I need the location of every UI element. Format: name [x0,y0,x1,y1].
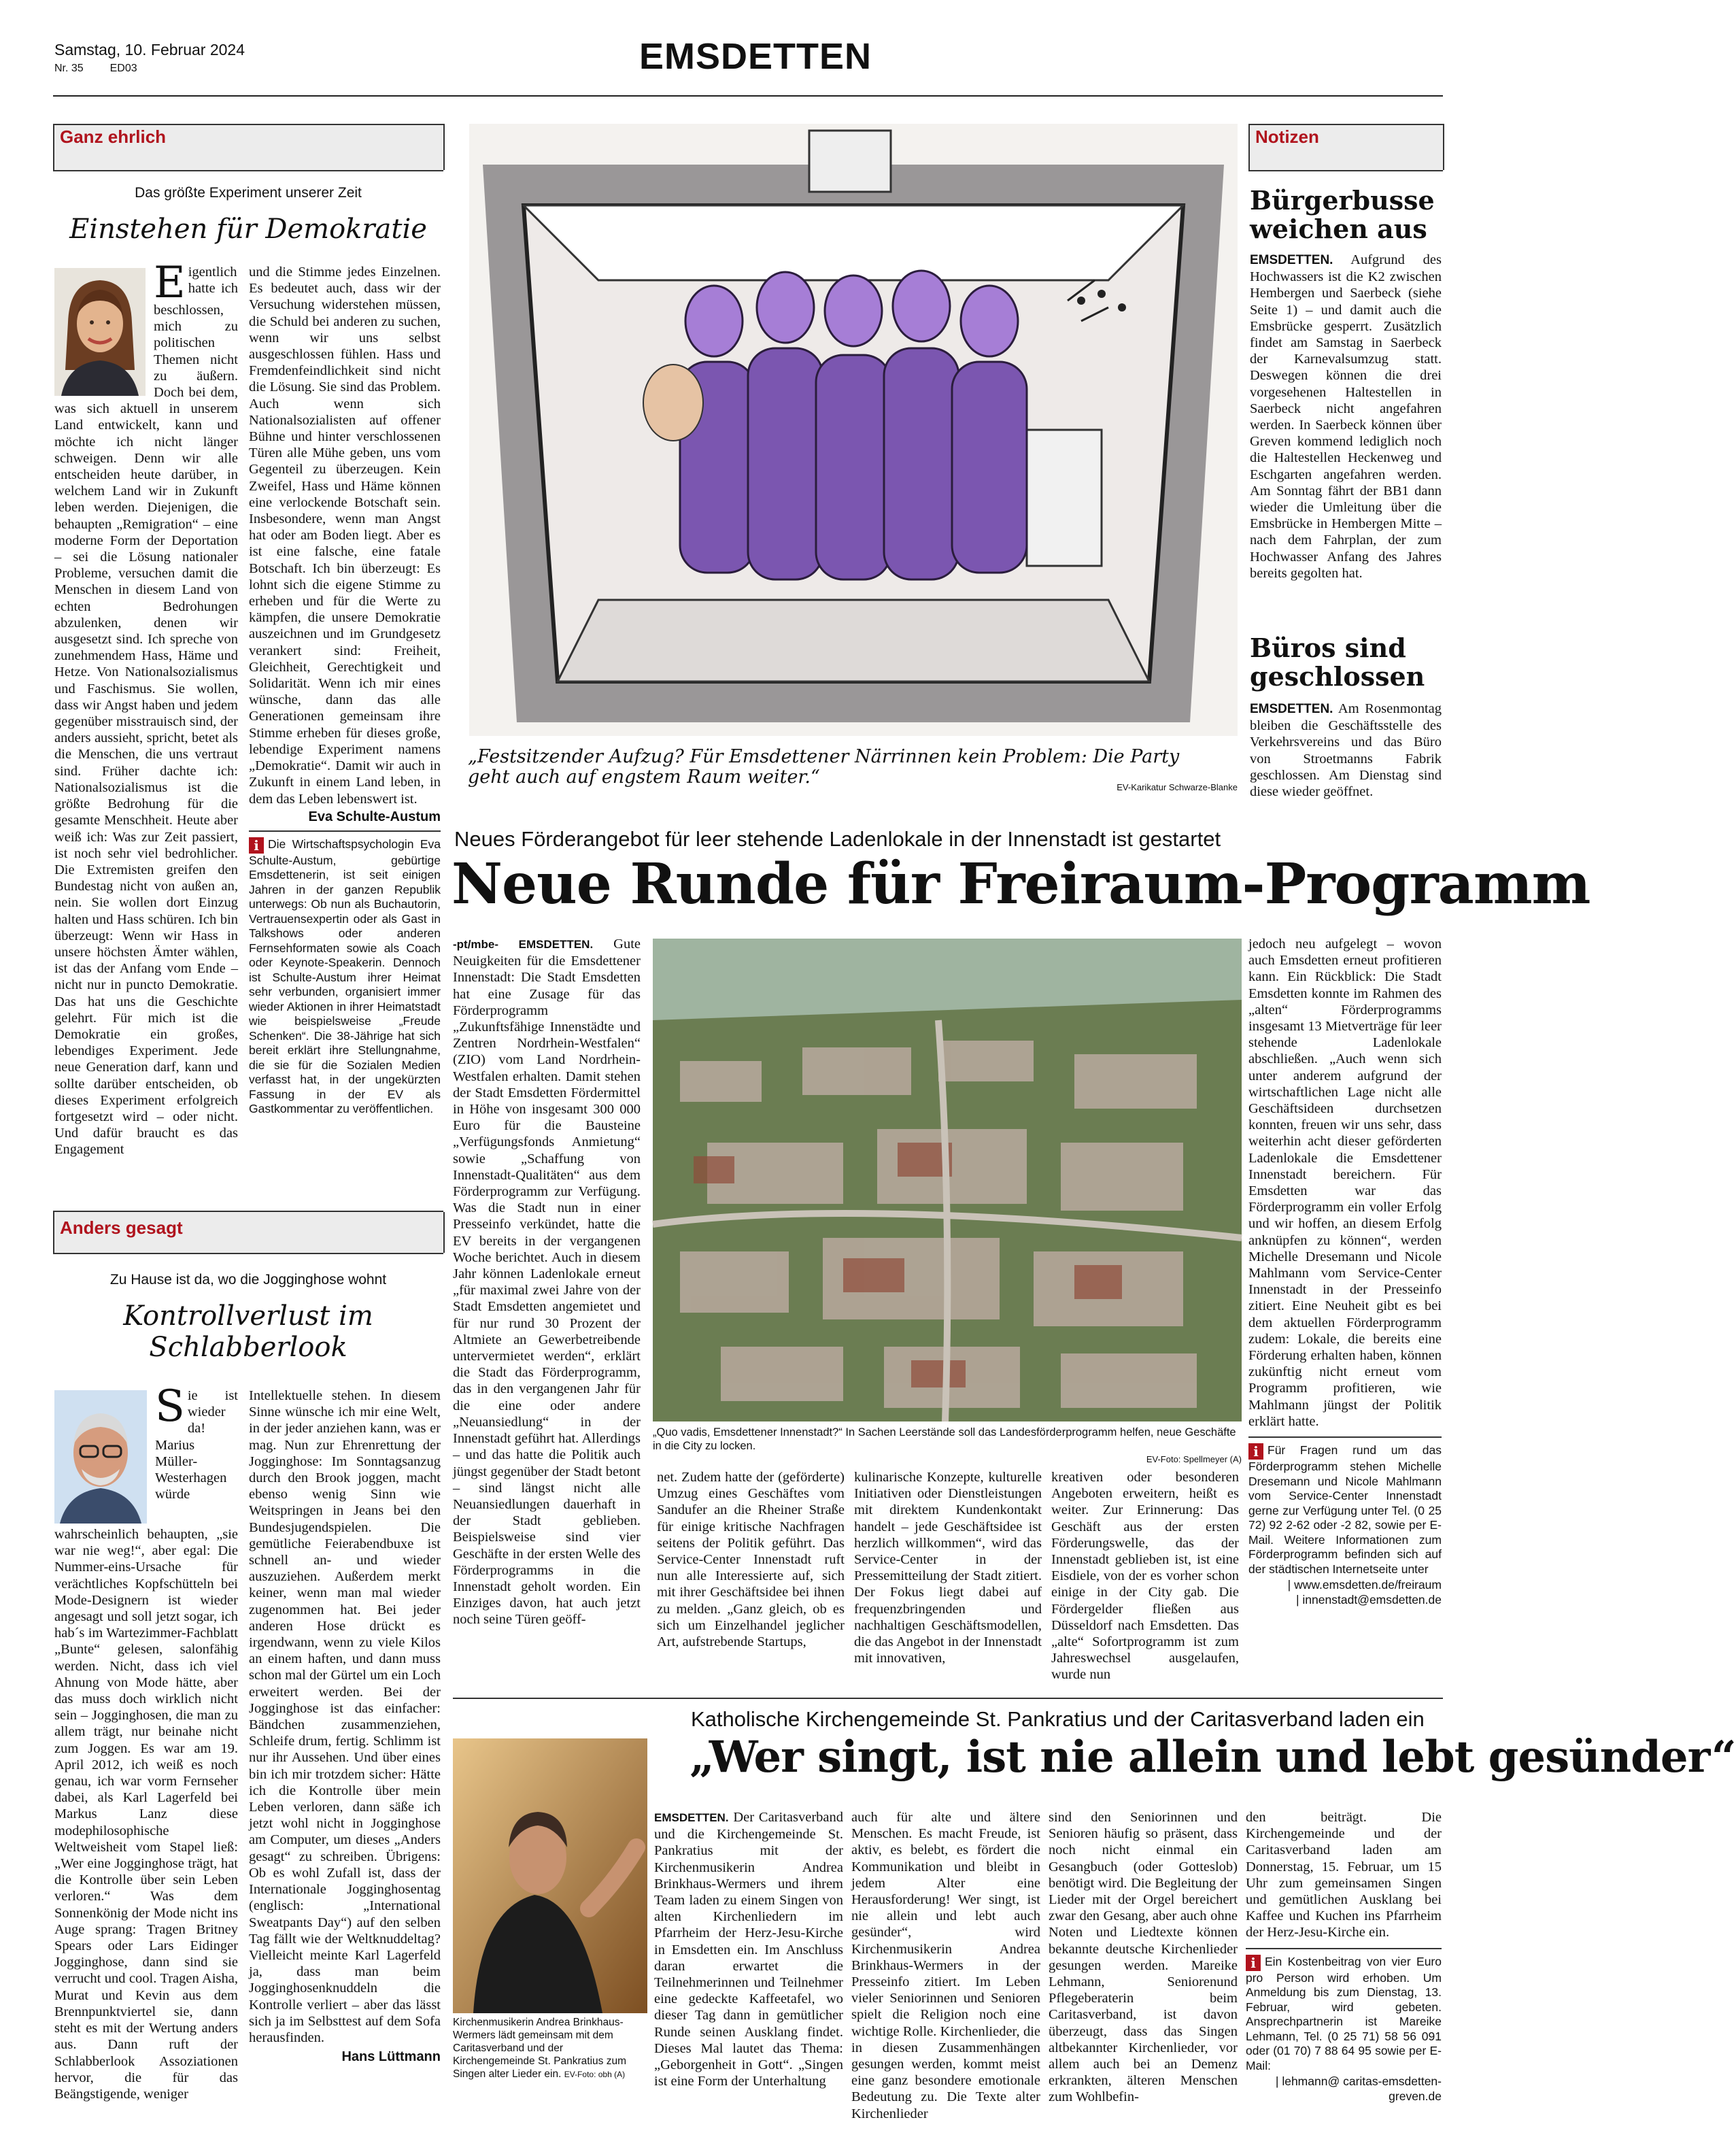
anders-gesagt-label: Anders gesagt [60,1217,183,1238]
aerial-photo [653,939,1242,1421]
singen-title: „Wer singt, ist nie allein und lebt gesünder“ [690,1732,1736,1783]
notiz1-title: Bürgerbusse weichen aus [1250,185,1435,244]
issue-number: Nr. 35 [54,63,84,74]
cartoon-image [469,124,1238,736]
notiz2-title: Büros sind geschlossen [1250,633,1425,692]
ganz-ehrlich-col2 [249,264,441,1117]
singen-col1: EMSDETTEN. Der Caritasverband und die Kirchengemeinde St. Pankratius mit der Kirchenmusikerin Andrea Brinkhaus-Wermers und ihrem Team laden zu einem Singen von alten Kirchenliedern im Pfarrheim der Herz-Jesu-Kirche in Emsdetten ein. Im Anschluss daran erwartet die Teilnehmerinnen und Teilnehmer eine gedeckte Kaffeetafel, wo dieser Tag dann in gemütlicher Runde seinen Ausklang findet. Dieses Mal lautet das Thema: „Geborgenheit in Gott“. „Singen ist eine Form der Unterhaltung [654,1810,844,2089]
freiraum-col1: -pt/mbe- EMSDETTEN. Gute Neuigkeiten für die Emsdettener Innenstadt: Die Stadt Emsdetten hat eine Zusage für das Förderprogramm „Zukunftsfähige Innenstädte und Zentren Nordrhein-Westfalen“ (ZIO) vom Land Nordrhein-Westfalen erhalten. Damit stehen der Stadt Emsdetten Fördermittel in Höhe von insgesamt 300 000 Euro für die Bausteine „Verfügungsfonds Anmietung“ sowie „Schaffung von Innenstadt-Qualitäten“ aus dem Förderprogramm zur Verfügung. Was die Stadt nun in einer Presseinfo verkündet, hatte die EV bereits in der vergangenen Woche berichtet. Auch in diesem Jahr können Ladenlokale erneut „für maximal zwei Jahre von der Stadt Emsdetten angemietet und für nur rund 30 Prozent der Altmiete an Gewerbetreibende untervermietet werden“, erklärt die Stadt das Förderprogramm, das in den vergangenen Jahr für die eine oder andere „Neuansiedlung“ in der Innenstadt geführt hat. Allerdings – und das hatte die Politik auch jüngst gegenüber der Stadt betont – sind längst nicht alle Neuansiedlungen dauerhaft in der Stadt geblieben. Beispielsweise sind vier Geschäfte in der ersten Welle des Förderprogramms in die Innenstadt geholt worden. Ein Einziges davon, hat auch jetzt noch seine Türen geöff- [453,937,641,1628]
notizen-label: Notizen [1255,127,1319,147]
singen-col4: den beiträgt. Die Kirchengemeinde und der Caritasverband laden am Donnerstag, 15. Februar, um 15 Uhr zum gemeinsamen Singen und gemütlichen Ausklang bei Kaffee und Kuchen ins Pfarrheim der Herz-Jesu-Kirche ein. i Ein Kostenbeitrag von vier Euro pro Person wird erhoben. Um Anmeldung bis zum Dienstag, 13. Februar, wird gebeten. Ansprechpartnerin ist Mareike Lehmann, Tel. (0 25 71) 58 56 091 oder (01 70) 7 88 64 95 sowie per E-Mail: | lehmann@ caritas-emsdetten-greven.de [1246,1810,1442,2103]
anders-gesagt-kicker: Zu Hause ist da, wo die Jogginghose wohnt [109,1272,387,1288]
freiraum-col4: kreativen oder besonderen Angeboten erweitern, heißt es weiter. Zur Erinnerung: Das Geschäft aus der ersten Förderungswelle, das der Innenstadt geblieben ist, ist eine Eisdiele, von der es vorher schon einige in der City gab. Die Fördergelder fließen aus Düsseldorf nach Emsdetten. Das „alte“ Sofortprogramm ist zum Jahreswechsel ausgelaufen, wurde nun [1051,1470,1239,1683]
ganz-ehrlich-labelrule [53,170,443,171]
ganz-ehrlich-title: Einstehen für Demokratie [69,214,427,245]
freiraum-info: i Für Fragen rund um das Förderprogramm stehen Michelle Dresemann und Nicole Mahlmann vom Service-Center Innenstadt gerne zur Verfügung unter Tel. (0 25 72) 92 2-62 oder -2 82, sowie per E-Mail. Weitere Informationen zum Förderprogramm befinden sich auf der städtischen Internetseite unter | www.emsdetten.de/freiraum | innenstadt@emsdetten.de [1248,1443,1442,1606]
singen-link[interactable]: lehmann@ caritas-emsdetten-greven.de [1282,2074,1442,2103]
anders-gesagt-text2: Intellektuelle stehen. In diesem Sinne wünsche ich mir eine Welt, in der jeder anziehen kann, was er mag. Nun zur Ehrenrettung der Jogginghose: Im Sonntagsanzug durch den Brook joggen, macht ebenso wenig Sinn wie Weitspringen in Jeans bei den Bundesjugendspielen. Die gemütliche Feierabendbuxe ist schnell an- und wieder auszuziehen. Außerdem merkt keiner, wenn man mal wieder zugenommen hat. Bei jeder anderen Hose drückt es irgendwann, wenn zu viele Kilos an einem haften, und dann muss schon mal der Gürtel um ein Loch erweitert werden. Bei der Jogginghose ist das einfacher: Bändchen zusammenziehen, Schleife drum, fertig. Schlimm ist nur ihr Aussehen. Und über eines bin ich mir trotzdem sicher: Hätte ich die Kontrolle über mein Leben verloren, dann säße ich jetzt wohl nicht in Jogginghose am Computer, um dieses „Anders gesagt“ zu schreiben. Übrigens: Ob es wohl Zufall ist, dass der Internationale Jogginghosentag (englisch: „International Sweatpants Day“) auf den selben Tag fällt wie der Weltknuddeltag? Vielleicht meinte Karl Lagerfeld ja, dass man beim Jogginghosenknuddeln die Kontrolle verliert – aber das lässt sich ja im Selbsttest auf dem Sofa herausfinden. [249,1388,441,2045]
header-date: Samstag, 10. Februar 2024 [54,41,245,58]
notiz1-dateline: EMSDETTEN. [1250,253,1333,267]
aerial-credit: EV-Foto: Spellmeyer (A) [1146,1454,1242,1464]
anders-gesagt-col1 [54,1381,238,2102]
anders-gesagt-labelrule [53,1253,443,1254]
anders-gesagt-text1a: ie ist wieder da! Marius Müller-Westerhagen würde wahrscheinlich behaupten, „sie war nie weg!“, aber egal: Die Nummer-eins-Ursache [54,1388,238,1575]
freiraum-link1[interactable]: www.emsdetten.de/freiraum [1294,1578,1442,1592]
anders-gesagt-text1: für verächtliches Kopfschütteln bei Mode-Designern ist wieder angesagt und soll jetzt sogar, ich hab´s im Wartezimmer-Fachblatt „Bunte“ gelesen, salonfähig werden. Nicht, dass ich viel Ahnung von Mode hätte, aber das muss doch wirklich nicht sein – Jogginghosen, die man zu allem trägt, nur beinahe nicht zum Joggen. Es war am 19. April 2012, ich weiß es noch genau, ich war vorm Fernseher dabei, als Karl Lagerfeld bei Markus Lanz diese modephilosophische Weltweisheit vom Stapel ließ: „Wer eine Jogginghose trägt, hat die Kontrolle über sein Leben verloren.“ Was dem Sonnenkönig der Mode nicht ins Auge sprang: Tragen Britney Spears oder Lars Eidinger Jogginghose, dann sind sie verrucht und cool. Tragen Aisha, Murat und Kevin aus dem Brennpunktviertel sie, dann steht es mit der Wertung anders aus. Dann ruft der Schlabberlook Assoziationen hervor, die für das Beängstigende, weniger [54,1560,238,2102]
ganz-ehrlich-author: Eva Schulte-Austum [308,809,441,824]
anders-gesagt-author: Hans Lüttmann [341,2049,441,2065]
freiraum-kicker: Neues Förderangebot für leer stehende Ladenlokale in der Innenstadt ist gestartet [454,827,1221,851]
ganz-ehrlich-label: Ganz ehrlich [60,127,167,147]
ganz-ehrlich-text2: und die Stimme jedes Einzelnen. Es bedeutet auch, dass wir der Versuchung widerstehen müssen, die Schuld bei anderen zu suchen, wenn wir uns selbst ausgeschlossen fühlen. Hass und Fremdenfeindlichkeit sind nicht die Lösung. Sie sind das Problem. Auch wenn sich Nationalsozialisten auf offener Bühne und hinter verschlossenen Türen alle Mühe geben, uns vom Gegenteil zu überzeugen. Kein Zweifel, Hass und Häme können eine verlockende Botschaft sein. Insbesondere, wenn man Angst hat oder am Boden liegt. Aber es ist eine falsche, eine fatale Botschaft. Ich bin überzeugt: Es lohnt sich die eigene Stimme zu erheben und für die Werte zu kämpfen, die unsere Demokratie auszeichnen und im Grundgesetz verankert sind: Freiheit, Gleichheit, Gerechtigkeit und Solidarität. Wenn ich mir eines wünsche, dann das alle Generationen gemeinsam ihre Stimme erheben für dieses große, lebendige Experiment namens „Demokratie“. Damit wir auch in Zukunft in einem Land leben, in dem das Leben lebenswert ist. [249,265,441,807]
notiz1-text: EMSDETTEN. Aufgrund des Hochwassers ist die K2 zwischen Hembergen und Saerbeck (siehe Seite 1) – und damit auch die Emsbrücke gesperrt. Zusätzlich findet am Samstag in Saerbeck der Karnevalsumzug statt. Deswegen können die drei vorgesehenen Haltestellen in Saerbeck nicht angefahren werden. In Saerbeck können über Greven kommend lediglich noch die Haltestellen Heckenweg und Eschgarten angefahren werden. Am Sonntag fährt der BB1 dann wieder die Umleitung über die Emsbrücke in Hembergen Mitte – nach dem Fahrplan, der zum Hochwasser Anfang des Jahres bereits gegolten hat. [1250,252,1442,581]
edition-code: ED03 [109,63,137,74]
freiraum-col2: net. Zudem hatte der (geförderte) Umzug eines Geschäftes vom Sandufer an die Rheiner Straße für einige kritische Nachfragen seitens der Politik geführt. Das Service-Center Innenstadt ruft nun alle Interessierte auf, sich mit ihrer Geschäftsidee bei ihnen zu melden. „Ganz gleich, ob es sich um Einzelhandel jeglicher Art, aufstrebende Startups, [657,1470,845,1650]
notiz2-text: EMSDETTEN. Am Rosenmontag bleiben die Geschäftsstelle des Verkehrsvereins und das Büro von Stroetmanns Fabrik geschlossen. Am Dienstag sind diese wieder geöffnet. [1250,701,1442,800]
singen-kicker: Katholische Kirchengemeinde St. Pankratius und der Caritasverband laden ein [691,1707,1425,1731]
freiraum-dateline: -pt/mbe- EMSDETTEN. [453,938,594,951]
info-icon: i [249,837,264,854]
info-icon: i [1246,1955,1261,1971]
singen-info: i Ein Kostenbeitrag von vier Euro pro Person wird erhoben. Um Anmeldung bis zum Dienstag, 13. Februar, wird gebeten. Ansprechpartnerin ist Mareike Lehmann, Tel. (0 25 71) 58 56 091 oder (01 70) 7 88 64 95 sowie per E-Mail: | lehmann@ caritas-emsdetten-greven.de [1246,1954,1442,2103]
singen-toprule [453,1698,1443,1699]
ganz-ehrlich-col1 [54,258,238,1158]
page-title: EMSDETTEN [639,36,872,77]
dropcap: S [155,1381,185,1432]
ganz-ehrlich-info: i Die Wirtschaftspsychologin Eva Schulte-Austum, gebürtige Emsdettenerin, ist seit einigen Jahren in der ganzen Republik unterwegs: Ob nun als Buchautorin, Vertrauensexpertin oder als Gast in Talkshows oder anderen Fernsehformaten sowie als Coach oder Keynote-Speakerin. Dennoch ist Schulte-Austum ihrer Heimat sehr verbunden, organisiert immer wieder Aktionen in ihrer Heimatstadt wie beispielsweise „Freude Schenken“. Die 38-Jährige hat sich bereit erklärt ihre Stellungnahme, die sie für die Sozialen Medien verfasst hat, in der ungekürzten Fassung in der EV als Gastkommentar zu veröffentlichen. [249,837,441,1116]
singen-col3: sind den Seniorinnen und Senioren häufig so präsent, dass noch nicht einmal ein Gesangbuch (oder Gotteslob) benötigt wird. Die Begleitung der Lieder mit der Orgel bereichert zwar den Gesang, aber auch ohne Noten und Liedtexte können bekannte deutsche Kirchenlieder gesungen werden. Mareike Lehmann, Seniorenund Pflegeberaterin beim Caritasverband, ist davon überzeugt, dass das Singen altbekannter Kirchenlieder, vor allem auch bei an Demenz erkrankten, älteren Menschen zum Wohlbefin- [1049,1810,1238,2105]
aerial-caption: „Quo vadis, Emsdettener Innenstadt?“ In Sachen Leerstände soll das Landesförderprogramm helfen, neue Geschäfte in die City zu locken. [653,1426,1236,1452]
freiraum-title: Neue Runde für Freiraum-Programm [452,852,1590,917]
singen-col2: auch für alte und ältere Menschen. Es macht Freude, ist aktiv, es belebt, es fördert die Kommunikation und bleibt in jedem Alter eine Herausforderung! Wer singt, ist nie allein und lebt auch gesünder“, wird Kirchenmusikerin Andrea Brinkhaus-Wermers in der Presseinfo zitiert. Im Leben vieler Seniorinnen und Senioren spielt die Religion noch eine wichtige Rolle. Kirchenlieder, die in diesen Zusammenhängen gesungen werden, kommt meist eine ganz besondere emotionale Bedeutung zu. Die Texte alter Kirchenlieder [851,1810,1040,2121]
singer-photo [453,1738,647,2013]
notiz2-dateline: EMSDETTEN. [1250,702,1333,716]
header-rule [53,95,1443,97]
anders-gesagt-col2 [249,1387,441,2065]
freiraum-col5: jedoch neu aufgelegt – wovon auch Emsdetten erneut profitieren kann. Ein Rückblick: Die Stadt Emsdetten konnte im Rahmen des „alten“ Förderprogramms insgesamt 13 Mietverträge für leer stehende Ladenlokale abschließen. „Auch wenn sich unter anderem aufgrund der wirtschaftlichen Lage nicht alle Geschäftsideen durchsetzen konnten, freuen wir uns sehr, dass weiterhin acht dieser geförderten Ladenlokale die Emsdettener Innenstadt bereichern. Für Emsdetten war das Förderprogramm ein voller Erfolg und wir hoffen, an diesem Erfolg anknüpfen zu können“, werden Michelle Dresemann und Nicole Mahlmann vom Service-Center Innenstadt in der Presseinfo zitiert. Eine Neuheit gibt es bei dem aktuellen Förderprogramm zudem: Lokale, die bereits eine Förderung erhalten haben, können zukünftig nicht erneut vom Programm profitieren, wie Mahlmann jüngst der Politik erklärt hatte. i Für Fragen rund um das Förderprogramm stehen Michelle Dresemann und Nicole Mahlmann vom Service-Center Innenstadt gerne zur Verfügung unter Tel. (0 25 72) 92 2-62 oder -2 82, sowie per E-Mail. Weitere Informationen zum Förderprogramm befinden sich auf der städtischen Internetseite unter | www.emsdetten.de/freiraum | innenstadt@emsdetten.de [1248,937,1442,1606]
header-issue [54,63,137,75]
dropcap: E [154,258,186,308]
cartoon-credit: EV-Karikatur Schwarze-Blanke [1117,782,1238,792]
anders-gesagt-title: Kontrollverlust im Schlabberlook [123,1300,373,1363]
singer-caption: Kirchenmusikerin Andrea Brinkhaus-Wermers lädt gemeinsam mit dem Caritasverband und der Kirchengemeinde St. Pankratius zum Singen alter Lieder ein. EV-Foto: obh (A) [453,2017,627,2080]
notizen-labelrule [1248,170,1443,171]
singer-credit: EV-Foto: obh (A) [564,2070,626,2079]
info-icon: i [1248,1443,1263,1460]
freiraum-col3: kulinarische Konzepte, kulturelle Initiativen oder Dienstleistungen mit direktem Kundenkontakt handelt – jede Geschäftsidee ist herzlich willkommen“, wird das Service-Center in der Pressemitteilung der Stadt zitiert. Der Fokus liegt dabei auf frequenzbringenden und nachhaltigen Geschäftsmodellen, die das Angebot in der Innenstadt mit innovativen, [854,1470,1042,1666]
singen-dateline: EMSDETTEN. [654,1811,729,1824]
ganz-ehrlich-kicker: Das größte Experiment unserer Zeit [135,185,362,201]
freiraum-link2[interactable]: innenstadt@emsdetten.de [1302,1592,1442,1606]
ganz-ehrlich-text1: igentlich hatte ich beschlossen, mich zu politischen Themen nicht zu äußern. Doch bei dem, was sich aktuell in unserem Land entwickelt, kann und möchte ich nicht länger schweigen. Denn wir alle entscheiden heute darüber, in welchem Land wir in Zukunft leben werden. Diejenigen, die behaupten „Remigration“ – eine moderne Form der Deportation – sei die Lösung nationaler Probleme, versuchen damit die Menschen in diesem Land von echten Bedrohungen abzulenken, denen wir ausgesetzt sind. Ich spreche von zunehmendem Hass, Häme und Hetze. Von Nationalsozialismus und Faschismus. Sie wollen, dass wir Angst haben und jedem gegenüber misstrauisch sind, der anders aussieht, spricht, betet als die Menschen, die uns vertraut sind. Früher dachte ich: Nationalsozialismus ist die größte Bedrohung für die gesamte Menschheit. Heute aber weiß ich: Was zur Zeit passiert, ist noch sehr viel bedrohlicher. Die Extremisten greifen den Bundestag nicht von außen an, nein. Sie wollen dort Einzug halten und Hass schüren. Ich bin überzeugt: Wenn wir Hass in unsere höchsten Ämter wählen, ist das der Anfang vom Ende – nicht nur in puncto Demokratie. Das hat uns die Geschichte gelehrt. Für mich ist die Demokratie ein großes, lebendiges Experiment. Jede neue Generation darf, kann und sollte darüber entscheiden, ob dieses Experiment erfolgreich fortgesetzt wird – oder nicht. Und dafür braucht es das Engagement [54,265,238,1158]
cartoon-caption: „Festsitzender Aufzug? Für Emsdettener Närrinnen kein Problem: Die Party geht auch auf engstem Raum weiter.“ [468,746,1180,788]
